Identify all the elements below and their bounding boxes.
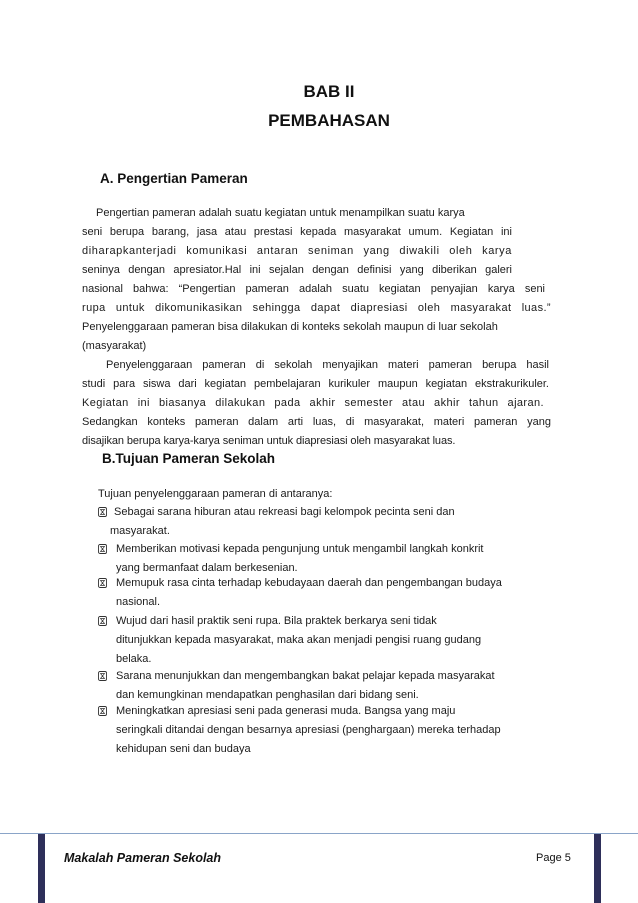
paragraph-line: Penyelenggaraan pameran di sekolah menyajikan materi pameran berupa hasil [106,359,549,371]
paragraph-line: Kegiatan ini biasanya dilakukan pada akhir semester atau akhir tahun ajaran. [82,397,544,409]
list-item-continuation: masyarakat. [110,525,170,537]
list-item-continuation: nasional. [116,596,161,608]
list-item-continuation: dan kemungkinan mendapatkan penghasilan dari bidang seni. [116,689,419,701]
list-item-continuation: belaka. [116,653,152,665]
section-a-heading: A. Pengertian Pameran [100,171,248,186]
hourglass-bullet-icon [98,544,107,554]
hourglass-bullet-icon [98,706,107,716]
paragraph-line: diharapkanterjadi komunikasi antaran seniman yang diwakili oleh karya [82,245,512,257]
list-item-continuation: ditunjukkan kepada masyarakat, maka akan menjadi pengisi ruang gudang [116,634,482,646]
chapter-number: BAB II [303,82,355,101]
hourglass-bullet-icon [98,578,107,588]
footer-document-title: Makalah Pameran Sekolah [64,851,222,865]
footer-page-number: Page 5 [536,852,571,864]
list-item: Memupuk rasa cinta terhadap kebudayaan daerah dan pengembangan budaya [116,577,502,589]
hourglass-bullet-icon [98,507,107,517]
footer-right-bar [594,834,601,903]
list-item-continuation: kehidupan seni dan budaya [116,743,251,755]
footer-rule [0,833,638,834]
section-b-intro: Tujuan penyelenggaraan pameran di antaranya: [98,488,333,500]
paragraph-line: Pengertian pameran adalah suatu kegiatan untuk menampilkan suatu karya [96,207,465,219]
section-b-heading: B.Tujuan Pameran Sekolah [102,451,276,466]
paragraph-line: Penyelenggaraan pameran bisa dilakukan di konteks sekolah maupun di luar sekolah [82,321,498,333]
footer-left-bar [38,834,45,903]
list-item-continuation: yang bermanfaat dalam berkesenian. [116,562,298,574]
paragraph-line: nasional bahwa: “Pengertian pameran adalah suatu kegiatan penyajian karya seni [82,283,545,295]
list-item: Memberikan motivasi kepada pengunjung untuk mengambil langkah konkrit [116,543,484,555]
paragraph-line: Sedangkan konteks pameran dalam arti luas, di masyarakat, materi pameran yang [82,416,551,428]
paragraph-line: studi para siswa dari kegiatan pembelajaran kurikuler maupun kegiatan ekstrakurikuler. [82,378,549,390]
paragraph-line: rupa untuk dikomunikasikan sehingga dapat diapresiasi oleh masyarakat luas.” [82,302,551,314]
hourglass-bullet-icon [98,616,107,626]
list-item-continuation: seringkali ditandai dengan besarnya apresiasi (penghargaan) mereka terhadap [116,724,501,736]
paragraph-line: seni berupa barang, jasa atau prestasi kepada masyarakat umum. Kegiatan ini [82,226,512,238]
paragraph-line: (masyarakat) [82,340,147,352]
chapter-title: PEMBAHASAN [268,111,390,130]
list-item: Meningkatkan apresiasi seni pada generasi muda. Bangsa yang maju [116,705,456,717]
paragraph-line: disajikan berupa karya-karya seniman untuk diapresiasi oleh masyarakat luas. [82,435,456,447]
list-item: Sebagai sarana hiburan atau rekreasi bagi kelompok pecinta seni dan [114,506,455,518]
paragraph-line: seninya dengan apresiator.Hal ini sejalan dengan definisi yang diberikan galeri [82,264,512,276]
list-item: Wujud dari hasil praktik seni rupa. Bila praktek berkarya seni tidak [116,615,437,627]
list-item: Sarana menunjukkan dan mengembangkan bakat pelajar kepada masyarakat [116,670,495,682]
hourglass-bullet-icon [98,671,107,681]
